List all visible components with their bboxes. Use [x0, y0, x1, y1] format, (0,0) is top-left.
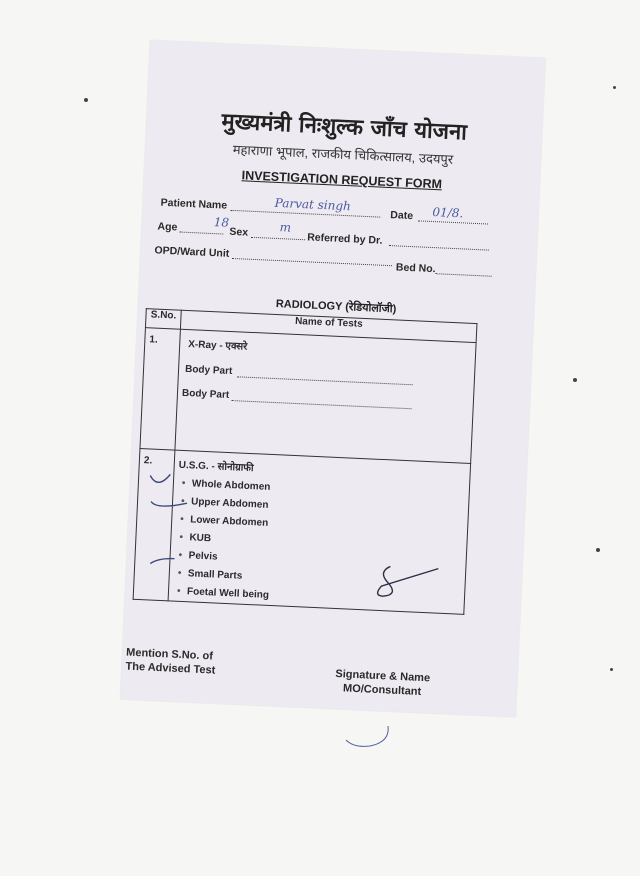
- tests-table: [133, 308, 478, 615]
- row-sno: 2.: [133, 448, 175, 600]
- body-part-line-1[interactable]: [237, 376, 413, 385]
- usg-option-small-parts[interactable]: • Small Parts: [177, 567, 243, 582]
- scan-speck: [84, 98, 88, 102]
- referred-by-line[interactable]: [389, 235, 489, 251]
- age-value: 18: [213, 215, 230, 230]
- signature-line-2: MO/Consultant: [342, 682, 422, 698]
- signature-block: [334, 667, 430, 699]
- usg-cell: [168, 450, 471, 614]
- xray-label: X-Ray - एक्सरे: [187, 339, 248, 353]
- sex-label: Sex: [229, 225, 249, 239]
- date-label: Date: [390, 209, 414, 223]
- bed-no-label: Bed No.: [395, 261, 436, 276]
- table-row: [140, 328, 476, 464]
- sex-value: m: [279, 220, 292, 235]
- table-row: [133, 448, 471, 614]
- usg-option-whole-abdomen[interactable]: • Whole Abdomen: [181, 477, 271, 493]
- opd-ward-line[interactable]: [232, 248, 392, 266]
- signature-line-1: Signature & Name: [335, 668, 431, 685]
- patient-name-label: Patient Name: [160, 196, 228, 212]
- body-part-label-1: Body Part: [184, 363, 233, 378]
- form-title: मुख्यमंत्री निःशुल्क जाँच योजना: [220, 108, 468, 146]
- body-part-line-2[interactable]: [232, 400, 412, 409]
- mention-line-1: Mention S.No. of: [125, 646, 214, 663]
- mention-note: [125, 646, 216, 678]
- referred-by-label: Referred by Dr.: [306, 231, 383, 247]
- row-sno: 1.: [140, 328, 180, 450]
- scan-speck: [613, 86, 616, 89]
- col-tests-header: Name of Tests: [180, 310, 477, 342]
- hospital-name: महाराणा भूपाल, राजकीय चिकित्सालय, उदयपुर: [232, 141, 454, 167]
- form-heading: INVESTIGATION REQUEST FORM: [241, 168, 443, 192]
- usg-option-upper-abdomen[interactable]: • Upper Abdomen: [180, 495, 269, 511]
- mention-line-2: The Advised Test: [125, 660, 216, 677]
- section-radiology: RADIOLOGY (रेडियोलॉजी): [275, 297, 397, 316]
- date-value: 01/8.: [432, 204, 464, 221]
- usg-option-lower-abdomen[interactable]: • Lower Abdomen: [180, 513, 269, 529]
- scan-speck: [610, 668, 613, 671]
- usg-option-kub[interactable]: • KUB: [179, 531, 212, 545]
- investigation-form: [120, 40, 546, 717]
- handwritten-tick-marks: [140, 467, 205, 580]
- usg-label: U.S.G. - सोनोग्राफी: [178, 459, 254, 475]
- patient-name-value: Parvat singh: [274, 195, 352, 214]
- age-label: Age: [157, 220, 178, 234]
- body-part-label-2: Body Part: [181, 387, 230, 401]
- bed-no-line[interactable]: [436, 263, 492, 277]
- usg-option-pelvis[interactable]: • Pelvis: [178, 549, 218, 563]
- col-sno-header: S.No.: [145, 309, 181, 330]
- stray-pen-mark: [340, 722, 400, 752]
- xray-cell: [175, 329, 476, 463]
- opd-ward-label: OPD/Ward Unit: [154, 244, 230, 260]
- signature-scribble: [369, 562, 451, 606]
- scan-speck: [596, 548, 600, 552]
- scan-speck: [573, 378, 577, 382]
- usg-option-foetal-well-being[interactable]: • Foetal Well being: [176, 585, 270, 601]
